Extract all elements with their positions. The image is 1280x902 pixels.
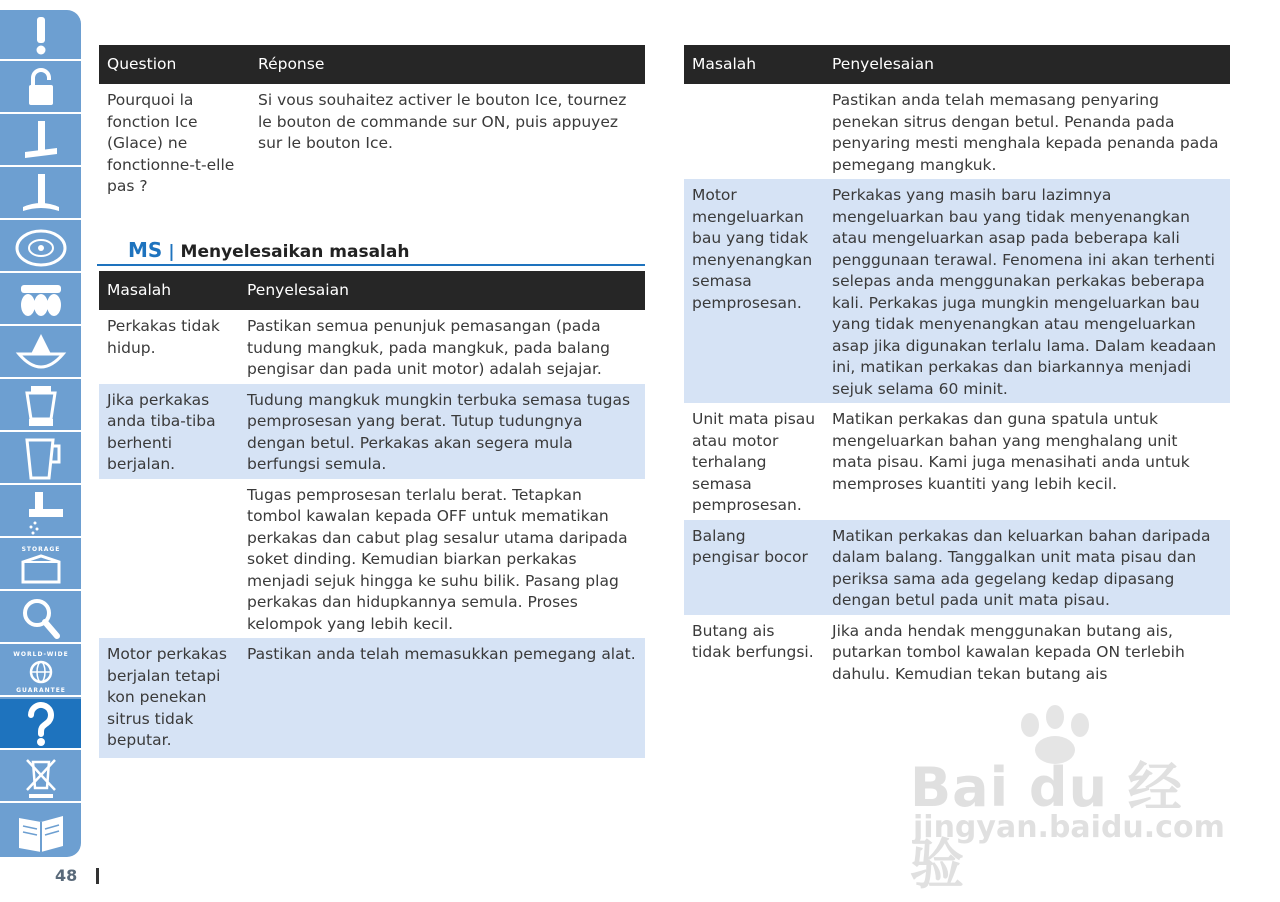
column-header: Question	[99, 45, 250, 84]
solution-cell: Tudung mangkuk mungkin terbuka semasa tugas pemprosesan yang berat. Tutup tudungnya dengan betul. Perkakas akan segera mula berfungsi semula.	[239, 384, 645, 479]
solution-cell: Pastikan semua penunjuk pemasangan (pada tudung mangkuk, pada mangkuk, pada balang pengisar dan pada unit motor) adalah sejajar.	[247, 317, 610, 378]
solution-cell: Tugas pemprosesan terlalu berat. Tetapkan tombol kawalan kepada OFF untuk mematikan perkakas dan cabut plag sesalur utama daripada soket dinding. Kemudian biarkan perkakas menjadi sejuk hingga ke suhu bilik. Pasang plag perkakas dan hidupkannya semula. Proses kelompok yang lebih kecil.	[247, 485, 628, 633]
question-cell: Pourquoi la fonction Ice (Glace) ne fonctionne-t-elle pas ?	[107, 91, 235, 195]
table-row	[99, 638, 645, 758]
tab-disc[interactable]	[0, 222, 81, 273]
section-heading	[128, 238, 409, 262]
answer-cell: Si vous souhaitez activer le bouton Ice, tournez le bouton de commande sur ON, puis appuyez sur le bouton Ice.	[258, 91, 627, 152]
solution-cell: Pastikan anda telah memasang penyaring penekan sitrus dengan betul. Penanda pada penyaring mesti menghala kepada penanda pada pemegang mangkuk.	[832, 91, 1219, 174]
table-header-row	[684, 45, 1230, 84]
svg-text:STORAGE: STORAGE	[21, 545, 60, 553]
table-header-row	[99, 45, 645, 84]
baidu-watermark	[905, 705, 1225, 896]
chapter-sidebar	[0, 10, 81, 857]
tab-recipes[interactable]	[0, 805, 81, 856]
citrus-press-icon	[13, 330, 69, 376]
whisk-icon	[13, 277, 69, 323]
disc-icon	[13, 224, 69, 270]
page-number: 48	[55, 866, 78, 885]
magnifier-icon	[13, 595, 69, 641]
table-row	[99, 479, 645, 639]
solution-cell: Jika anda hendak menggunakan butang ais, putarkan tombol kawalan kepada ON terlebih dahulu. Kemudian tekan butang ais	[832, 621, 1185, 683]
tab-whisk[interactable]	[0, 275, 81, 326]
section-rule	[97, 264, 645, 266]
problem-cell: Perkakas tidak hidup.	[107, 317, 220, 357]
table-row	[684, 520, 1230, 615]
heading-divider: |	[168, 242, 175, 262]
fr-faq-table	[99, 45, 645, 201]
crossed-bin-icon	[13, 754, 69, 800]
table-row	[99, 384, 645, 479]
watermark-brand: Bai du 经验	[910, 756, 1183, 896]
tab-unlock[interactable]	[0, 63, 81, 114]
unlock-icon	[13, 65, 69, 111]
problem-cell	[99, 479, 239, 639]
svg-text:GUARANTEE: GUARANTEE	[15, 686, 66, 694]
tab-dough-blade[interactable]	[0, 169, 81, 220]
problem-cell: Jika perkakas anda tiba-tiba berhenti berjalan.	[99, 384, 239, 479]
question-icon	[13, 701, 69, 747]
table-header-row	[99, 271, 645, 310]
column-header: Penyelesaian	[824, 45, 1230, 84]
warning-icon	[13, 12, 69, 58]
column-header: Réponse	[250, 45, 645, 84]
tab-storage[interactable]	[0, 540, 81, 591]
problem-cell: Balang pengisar bocor	[684, 520, 824, 615]
watermark-url: jingyan.baidu.com	[913, 810, 1225, 845]
mini-chopper-icon	[13, 383, 69, 429]
solution-cell: Perkakas yang masih baru lazimnya mengeluarkan bau yang tidak menyenangkan atau mengeluarkan asap pada beberapa kali penggunaan terawal. Fenomena ini akan terhenti selepas anda menggunakan perkakas beberapa kali. Perkakas juga mungkin mengeluarkan bau yang tidak menyenangkan atau mengeluarkan asap jika digunakan terlalu lama. Dalam keadaan ini, matikan perkakas dan biarkannya menjadi sejuk selama 60 minit.	[824, 179, 1230, 403]
table-row	[99, 84, 645, 201]
tab-warning[interactable]	[0, 10, 81, 61]
blender-jar-icon	[13, 436, 69, 482]
ms-troubleshooting-table-right	[684, 45, 1230, 688]
problem-cell: Unit mata pisau atau motor terhalang semasa pemprosesan.	[692, 410, 816, 514]
language-code: MS	[128, 238, 163, 262]
dough-blade-icon	[13, 171, 69, 217]
tab-mini-chopper[interactable]	[0, 381, 81, 432]
problem-cell: Butang ais tidak berfungsi.	[692, 621, 814, 661]
table-row	[684, 179, 1230, 403]
tab-troubleshooting[interactable]	[0, 699, 81, 750]
problem-cell: Motor mengeluarkan bau yang tidak menyenangkan semasa pemprosesan.	[684, 179, 824, 403]
solution-cell: Pastikan anda telah memasukkan pemegang alat.	[239, 638, 645, 758]
table-row	[99, 310, 645, 384]
table-row	[684, 615, 1230, 689]
tap-cleaning-icon	[13, 489, 69, 535]
tab-guarantee[interactable]	[0, 646, 81, 697]
svg-text:WORLD-WIDE: WORLD-WIDE	[12, 650, 69, 658]
ms-troubleshooting-table-left	[99, 271, 645, 758]
tab-cleaning[interactable]	[0, 487, 81, 538]
tab-search[interactable]	[0, 593, 81, 644]
blade-icon	[13, 118, 69, 164]
tab-blade[interactable]	[0, 116, 81, 167]
column-header: Penyelesaian	[239, 271, 645, 310]
problem-cell	[684, 84, 824, 179]
page-number-bar	[96, 868, 99, 884]
book-icon	[13, 808, 69, 854]
solution-cell: Matikan perkakas dan guna spatula untuk mengeluarkan bahan yang menghalang unit mata pisau. Kami juga menasihati anda untuk memproses kuantiti yang lebih kecil.	[832, 410, 1190, 493]
table-row	[684, 403, 1230, 520]
storage-box-icon	[13, 542, 69, 588]
column-header: Masalah	[684, 45, 824, 84]
problem-cell: Motor perkakas berjalan tetapi kon penekan sitrus tidak beputar.	[99, 638, 239, 758]
tab-citrus-press[interactable]	[0, 328, 81, 379]
tab-environment[interactable]	[0, 752, 81, 803]
column-header: Masalah	[99, 271, 239, 310]
table-row	[684, 84, 1230, 179]
section-title: Menyelesaikan masalah	[180, 242, 410, 262]
solution-cell: Matikan perkakas dan keluarkan bahan daripada dalam balang. Tanggalkan unit mata pisau dan periksa sama ada gegelang kedap dipasang dengan betul pada unit mata pisau.	[824, 520, 1230, 615]
globe-guarantee-icon	[13, 648, 69, 694]
tab-blender-jar[interactable]	[0, 434, 81, 485]
